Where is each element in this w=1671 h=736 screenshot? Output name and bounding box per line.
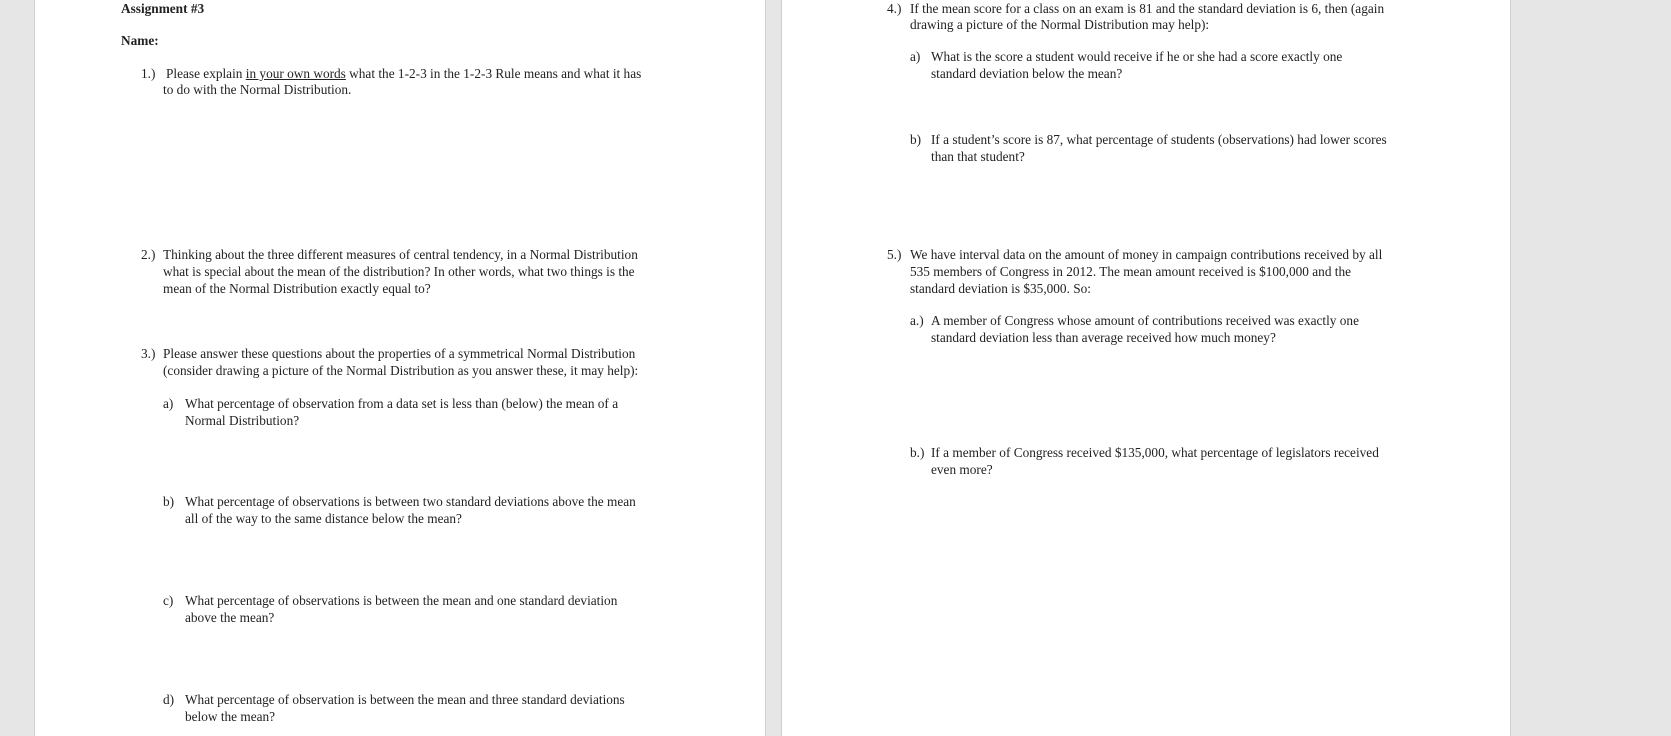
question-1-underlined-phrase: in your own words xyxy=(245,66,346,81)
question-4b-line-2: than that student? xyxy=(931,149,1025,164)
question-5-line-3: standard deviation is $35,000. So: xyxy=(910,281,1091,296)
question-1-text-end: what the 1-2-3 in the 1-2-3 Rule means and what it has xyxy=(345,66,642,81)
question-5-line-1: We have interval data on the amount of money in campaign contributions received by all xyxy=(910,247,1383,262)
question-5a-label: a.) xyxy=(910,313,924,328)
question-3c-label: c) xyxy=(163,593,174,608)
question-3a-label: a) xyxy=(163,396,174,411)
question-3b-label: b) xyxy=(163,494,175,509)
question-5-line-2: 535 members of Congress in 2012. The mean amount received is $100,000 and the xyxy=(910,264,1352,279)
assignment-heading: Assignment #3 xyxy=(121,1,205,16)
question-2-line-3: mean of the Normal Distribution exactly equal to? xyxy=(163,281,431,296)
question-5a-line-1: A member of Congress whose amount of contributions received was exactly one xyxy=(931,313,1359,328)
question-3d-label: d) xyxy=(163,692,175,707)
question-5b-line-1: If a member of Congress received $135,000, what percentage of legislators received xyxy=(931,445,1379,460)
question-3d-line-2: below the mean? xyxy=(185,709,276,724)
question-3c-line-1: What percentage of observations is between the mean and one standard deviation xyxy=(185,593,618,608)
question-1-line-1 xyxy=(166,65,641,82)
question-2-line-2: what is special about the mean of the distribution? In other words, what two things is the xyxy=(163,264,635,279)
question-4a-label: a) xyxy=(910,49,921,64)
question-3-line-1: Please answer these questions about the properties of a symmetrical Normal Distribution xyxy=(163,346,636,361)
question-4-line-1: If the mean score for a class on an exam is 81 and the standard deviation is 6, then (again xyxy=(910,1,1385,16)
question-2-number: 2.) xyxy=(141,247,156,262)
document-page-right xyxy=(781,0,1511,736)
question-4a-line-1: What is the score a student would receive if he or she had a score exactly one xyxy=(931,49,1343,64)
question-5b-label: b.) xyxy=(910,445,925,460)
question-5b-line-2: even more? xyxy=(931,462,993,477)
question-3-line-2: (consider drawing a picture of the Normal Distribution as you answer these, it may help): xyxy=(163,363,639,378)
question-3a-line-1: What percentage of observation from a data set is less than (below) the mean of a xyxy=(185,396,619,411)
question-3b-line-2: all of the way to the same distance below the mean? xyxy=(185,511,462,526)
question-5a-line-2: standard deviation less than average received how much money? xyxy=(931,330,1276,345)
question-3b-line-1: What percentage of observations is between two standard deviations above the mean xyxy=(185,494,636,509)
question-2-line-1: Thinking about the three different measures of central tendency, in a Normal Distribution xyxy=(163,247,638,262)
question-1-line-2: to do with the Normal Distribution. xyxy=(163,82,352,97)
document-page-left xyxy=(34,0,766,736)
name-label: Name: xyxy=(121,33,159,48)
question-3-number: 3.) xyxy=(141,346,156,361)
question-3c-line-2: above the mean? xyxy=(185,610,275,625)
question-4-line-2: drawing a picture of the Normal Distribution may help): xyxy=(910,17,1210,32)
question-3a-line-2: Normal Distribution? xyxy=(185,413,300,428)
question-1-text-start: Please explain xyxy=(166,66,246,81)
question-3d-line-1: What percentage of observation is between the mean and three standard deviations xyxy=(185,692,625,707)
question-4a-line-2: standard deviation below the mean? xyxy=(931,66,1123,81)
question-1-number: 1.) xyxy=(141,66,156,81)
question-4-number: 4.) xyxy=(887,1,902,16)
question-4b-label: b) xyxy=(910,132,922,147)
question-5-number: 5.) xyxy=(887,247,902,262)
question-4b-line-1: If a student’s score is 87, what percentage of students (observations) had lower scores xyxy=(931,132,1387,147)
